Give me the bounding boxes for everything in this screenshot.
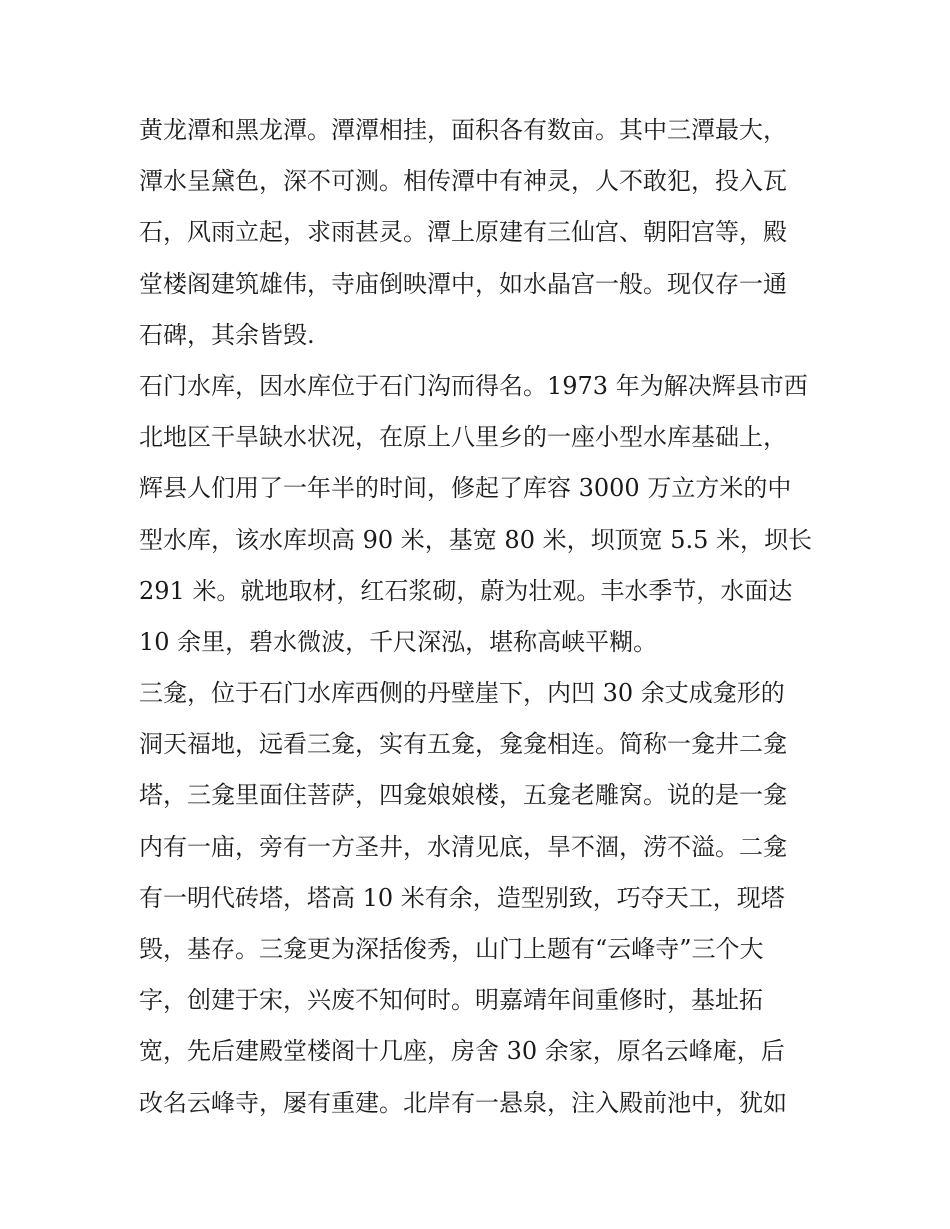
text-line: 毁，基存。三龛更为深括俊秀，山门上题有“云峰寺”三个大 (139, 935, 764, 963)
text-line: 潭水呈黛色，深不可测。相传潭中有神灵，人不敢犯，投入瓦 (139, 167, 787, 196)
text-line: 洞天福地，远看三龛，实有五龛，龛龛相连。简称一龛井二龛 (139, 730, 787, 759)
text-line: 辉县人们用了一年半的时间，修起了库容 3000 万立方米的中 (139, 474, 792, 503)
text-line: 10 余里，碧水微波，千尺深泓，堪称高峡平糊。 (139, 627, 658, 656)
text-line: 堂楼阁建筑雄伟，寺庙倒映潭中，如水晶宫一般。现仅存一通 (139, 269, 787, 298)
text-line: 内有一庙，旁有一方圣井，水清见底，旱不涸，涝不溢。二龛 (139, 832, 787, 861)
document-body (139, 105, 819, 1129)
text-line: 字，创建于宋，兴废不知何时。明嘉靖年间重修时，基址拓 (139, 986, 763, 1015)
text-line: 有一明代砖塔，塔高 10 米有余，造型别致，巧夺天工，现塔 (139, 883, 785, 912)
text-line: 三龛，位于石门水库西侧的丹壁崖下，内凹 30 余丈成龛形的 (139, 679, 785, 708)
text-line: 型水库，该水库坝高 90 米，基宽 80 米，坝顶宽 5.5 米，坝长 (139, 525, 813, 554)
text-line: 石碑，其余皆毁. (139, 320, 315, 349)
text-line: 塔，三龛里面住菩萨，四龛娘娘楼，五龛老雕窝。说的是一龛 (139, 781, 787, 810)
text-line: 北地区干旱缺水状况，在原上八里乡的一座小型水库基础上， (139, 423, 787, 452)
text-line: 黄龙潭和黑龙潭。潭潭相挂，面积各有数亩。其中三潭最大， (139, 116, 787, 144)
text-line: 石门水库，因水库位于石门沟而得名。1973 年为解决辉县市西 (139, 371, 808, 400)
text-line: 石，风雨立起，求雨甚灵。潭上原建有三仙宫、朝阳宫等，殿 (139, 218, 787, 247)
text-line: 291 米。就地取材，红石浆砌，蔚为壮观。丰水季节，水面达 (139, 576, 793, 605)
text-line: 改名云峰寺，屡有重建。北岸有一悬泉，注入殿前池中，犹如 (139, 1088, 787, 1117)
text-line: 宽，先后建殿堂楼阁十几座，房舍 30 余家，原名云峰庵，后 (139, 1037, 785, 1066)
